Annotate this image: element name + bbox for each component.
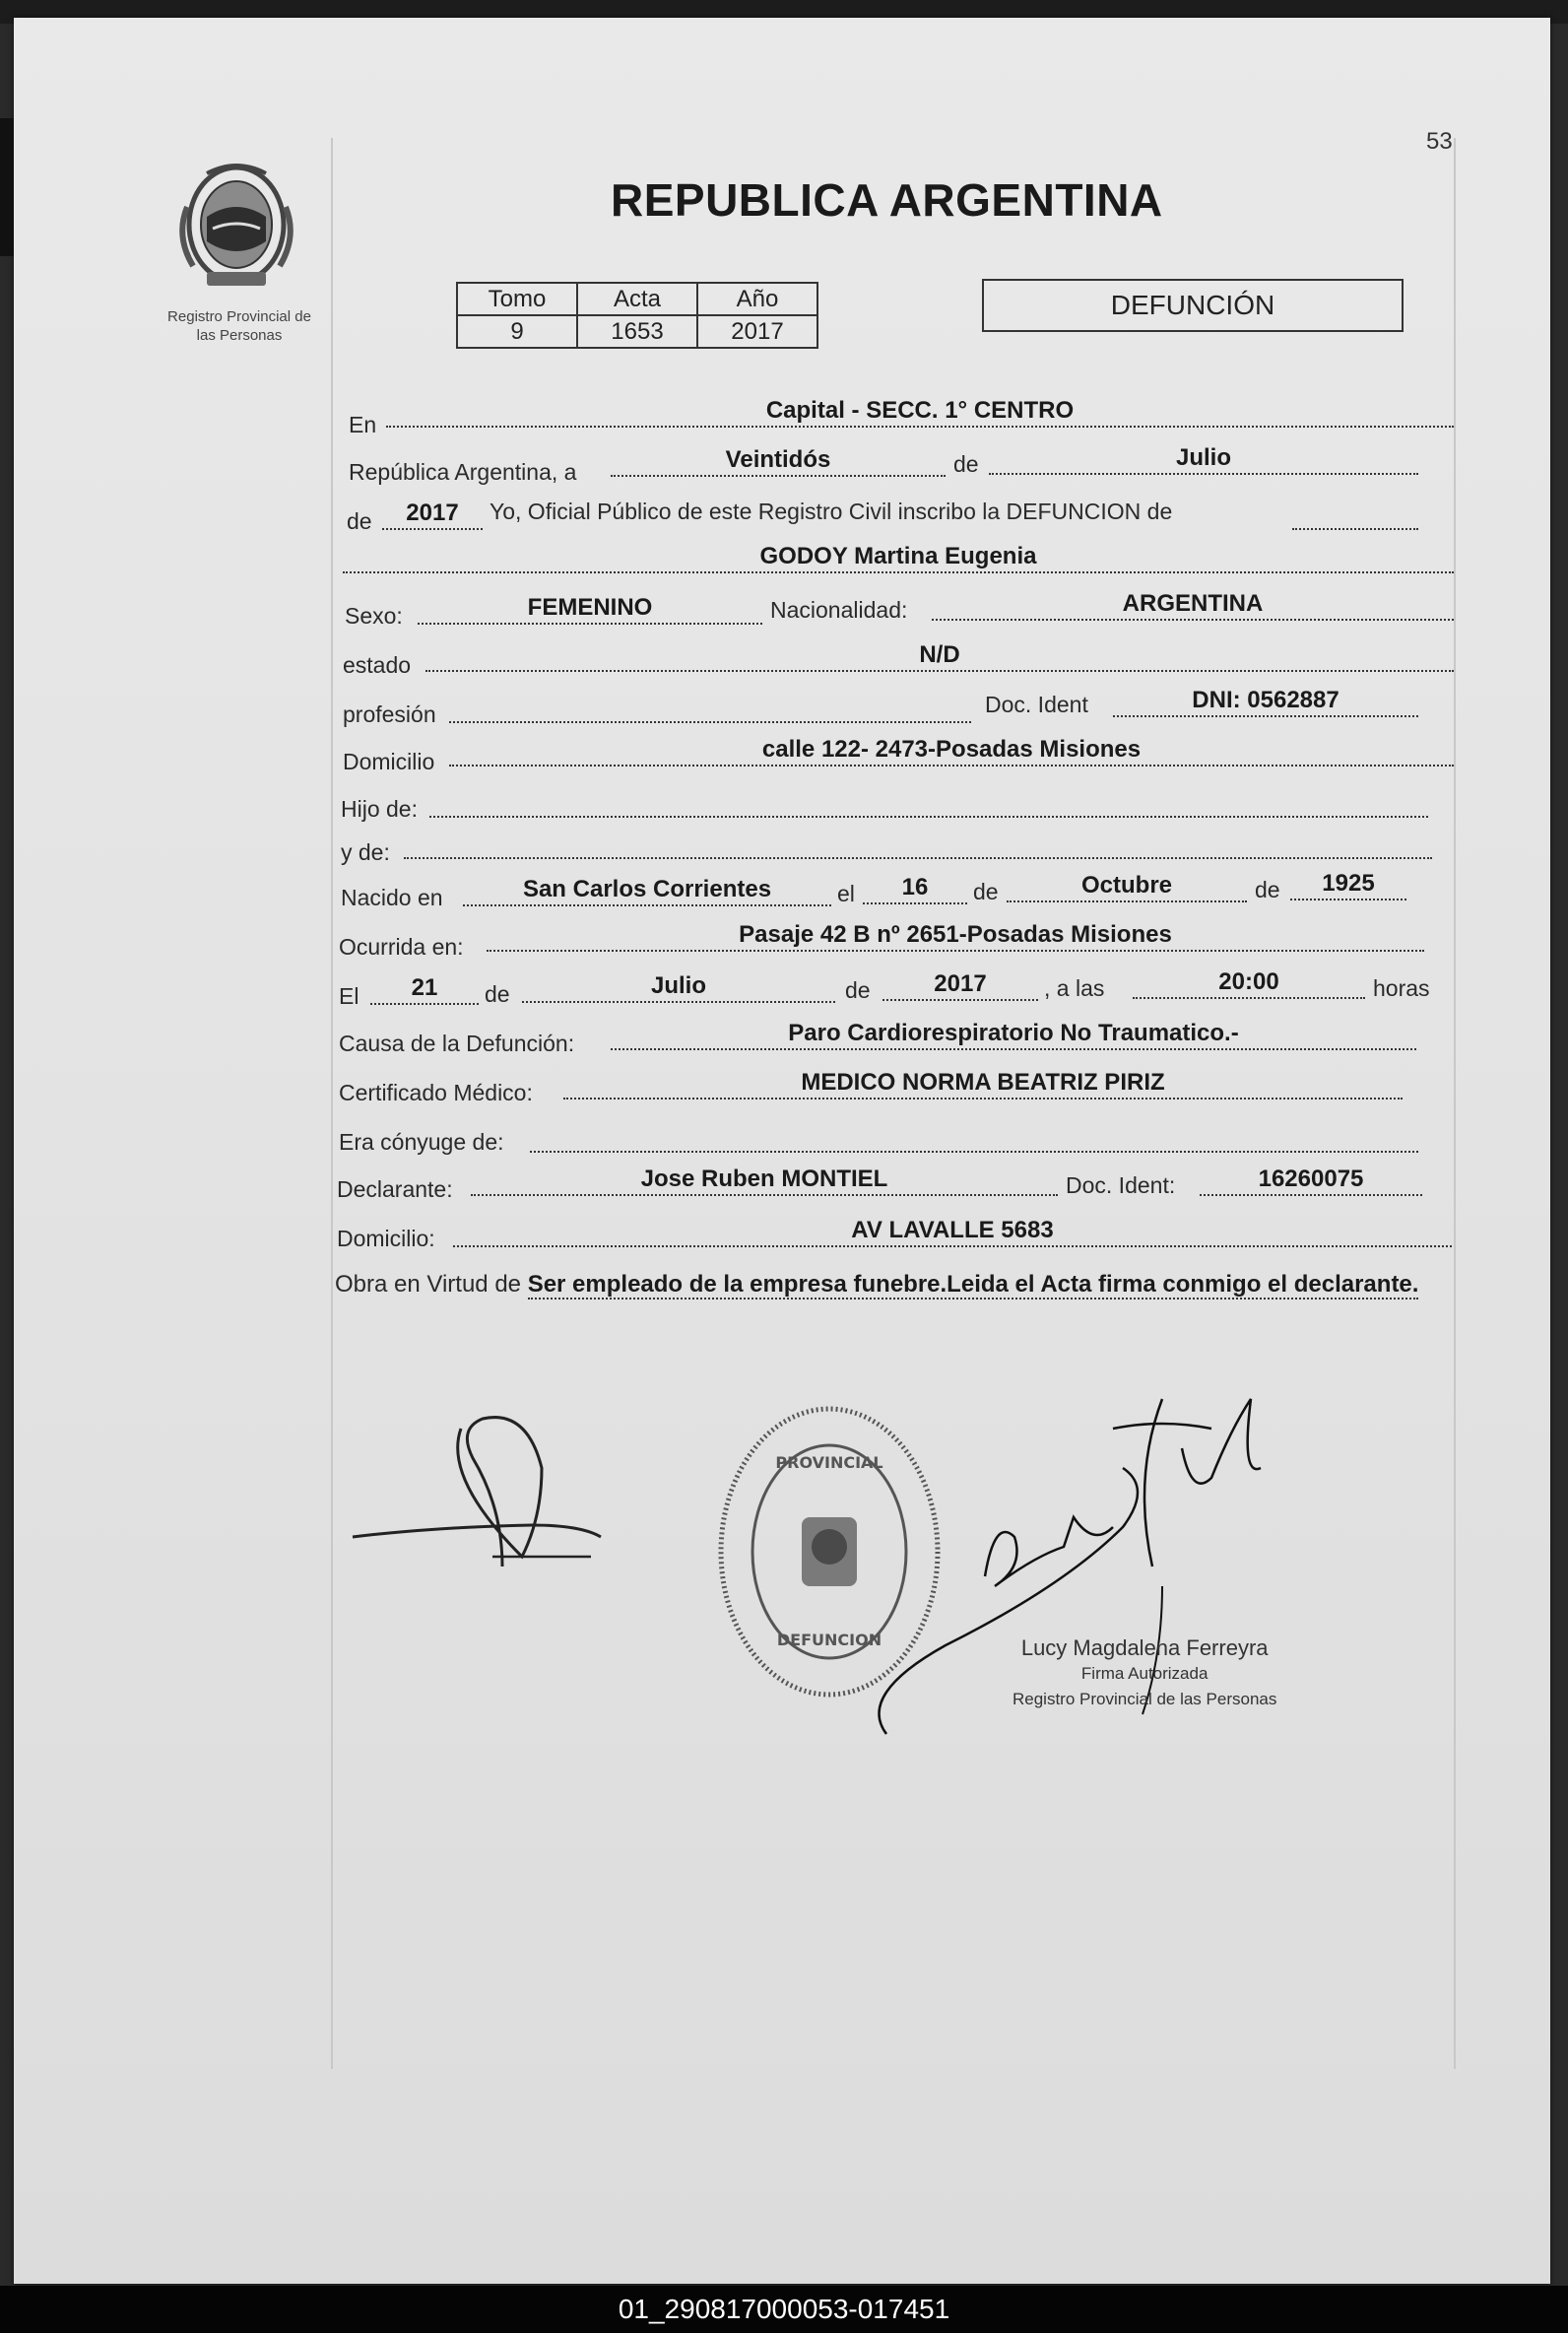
signer-org: Registro Provincial de las Personas xyxy=(1013,1690,1277,1708)
field-mes: Julio xyxy=(989,445,1418,475)
field-y-de xyxy=(404,830,1432,859)
field-hijo-de xyxy=(429,788,1428,818)
field-domicilio: calle 122- 2473-Posadas Misiones xyxy=(449,737,1454,767)
register-value-acta: 1653 xyxy=(577,315,697,348)
label-de-b2: de xyxy=(1255,877,1280,902)
field-doc-ident: DNI: 0562887 xyxy=(1113,688,1418,717)
label-sexo: Sexo: xyxy=(345,603,403,629)
registry-caption-line: las Personas xyxy=(196,327,283,344)
field-obra: Ser empleado de la empresa funebre.Leida el Acta firma conmigo el declarante. xyxy=(527,1271,1419,1298)
label-republica: República Argentina, a xyxy=(349,459,577,485)
field-nacionalidad: ARGENTINA xyxy=(932,591,1454,621)
field-def-anio: 2017 xyxy=(882,971,1038,1001)
scan-left-edge xyxy=(0,118,14,256)
label-el: el xyxy=(837,881,855,906)
label-de-d1: de xyxy=(485,981,510,1007)
label-de: de xyxy=(953,451,979,477)
field-nac-dia: 16 xyxy=(863,875,967,904)
signer-block xyxy=(1013,1635,1276,1712)
label-domicilio: Domicilio xyxy=(343,749,435,774)
label-nacido-en: Nacido en xyxy=(341,885,443,910)
field-declarante-doc: 16260075 xyxy=(1200,1166,1422,1196)
register-header-row xyxy=(457,283,817,315)
field-estado: N/D xyxy=(425,642,1454,672)
label-domicilio-decl: Domicilio: xyxy=(337,1226,435,1251)
declarant-signature xyxy=(345,1399,611,1596)
label-ocurrida-en: Ocurrida en: xyxy=(339,934,464,960)
field-causa: Paro Cardiorespiratorio No Traumatico.- xyxy=(611,1021,1416,1050)
label-a-las: , a las xyxy=(1044,975,1105,1001)
document-title: REPUBLICA ARGENTINA xyxy=(611,174,1163,226)
label-declarante: Declarante: xyxy=(337,1176,453,1202)
label-doc-ident: Doc. Ident xyxy=(985,692,1088,717)
svg-text:PROVINCIAL: PROVINCIAL xyxy=(775,1453,883,1472)
label-doc-ident-decl: Doc. Ident: xyxy=(1066,1172,1176,1198)
label-nacionalidad: Nacionalidad: xyxy=(770,597,908,623)
register-value-anio: 2017 xyxy=(697,315,817,348)
label-profesion: profesión xyxy=(343,701,436,727)
field-anio: 2017 xyxy=(382,500,483,530)
field-declarante-domicilio: AV LAVALLE 5683 xyxy=(453,1218,1452,1247)
field-nacido-en: San Carlos Corrientes xyxy=(463,877,831,906)
register-header-acta: Acta xyxy=(577,283,697,315)
label-conyuge: Era cónyuge de: xyxy=(339,1129,504,1155)
label-causa: Causa de la Defunción: xyxy=(339,1031,575,1056)
field-conyuge xyxy=(530,1123,1418,1153)
field-declarante: Jose Ruben MONTIEL xyxy=(471,1166,1058,1196)
margin-line-left xyxy=(331,138,333,2069)
field-profesion xyxy=(449,694,971,723)
label-el-death: El xyxy=(339,983,359,1009)
field-def-dia: 21 xyxy=(370,975,479,1005)
field-nac-anio: 1925 xyxy=(1290,871,1406,900)
field-ocurrida-en: Pasaje 42 B nº 2651-Posadas Misiones xyxy=(487,922,1424,952)
register-header-anio: Año xyxy=(697,283,817,315)
registry-caption xyxy=(136,307,343,345)
label-certificado: Certificado Médico: xyxy=(339,1080,533,1105)
label-de-year: de xyxy=(347,508,372,534)
record-type-box: DEFUNCIÓN xyxy=(982,279,1404,332)
field-sexo: FEMENINO xyxy=(418,595,762,625)
label-hijo-de: Hijo de: xyxy=(341,796,418,822)
field-blank-after-yo xyxy=(1292,500,1418,530)
label-de-d2: de xyxy=(845,977,871,1003)
register-value-tomo: 9 xyxy=(457,315,577,348)
label-en: En xyxy=(349,412,377,437)
page-number: 53 xyxy=(1426,128,1453,155)
svg-text:DEFUNCION: DEFUNCION xyxy=(776,1631,882,1649)
registry-caption-line: Registro Provincial de xyxy=(167,308,311,325)
register-value-row xyxy=(457,315,817,348)
label-de-b1: de xyxy=(973,879,999,904)
field-nac-mes: Octubre xyxy=(1007,873,1247,902)
label-horas: horas xyxy=(1373,975,1430,1001)
field-nombre: GODOY Martina Eugenia xyxy=(343,544,1454,573)
obra-paragraph xyxy=(335,1267,1448,1302)
footer-code: 01_290817000053-017451 xyxy=(0,2286,1568,2333)
margin-line-right xyxy=(1454,138,1456,2069)
field-def-mes: Julio xyxy=(522,973,835,1003)
field-lugar: Capital - SECC. 1° CENTRO xyxy=(386,398,1454,428)
register-header-tomo: Tomo xyxy=(457,283,577,315)
register-table xyxy=(456,282,818,349)
label-obra: Obra en Virtud de xyxy=(335,1271,522,1298)
label-yo: Yo, Oficial Público de este Registro Civil inscribo la DEFUNCION de xyxy=(490,499,1173,524)
label-y-de: y de: xyxy=(341,839,390,865)
signer-name: Lucy Magdalena Ferreyra xyxy=(1020,1635,1269,1660)
field-certificado: MEDICO NORMA BEATRIZ PIRIZ xyxy=(563,1070,1403,1100)
field-dia: Veintidós xyxy=(611,447,946,477)
signer-role: Firma Autorizada xyxy=(1080,1664,1209,1683)
label-estado: estado xyxy=(343,652,412,678)
provincial-crest-icon xyxy=(167,148,305,296)
field-def-hora: 20:00 xyxy=(1133,969,1365,999)
